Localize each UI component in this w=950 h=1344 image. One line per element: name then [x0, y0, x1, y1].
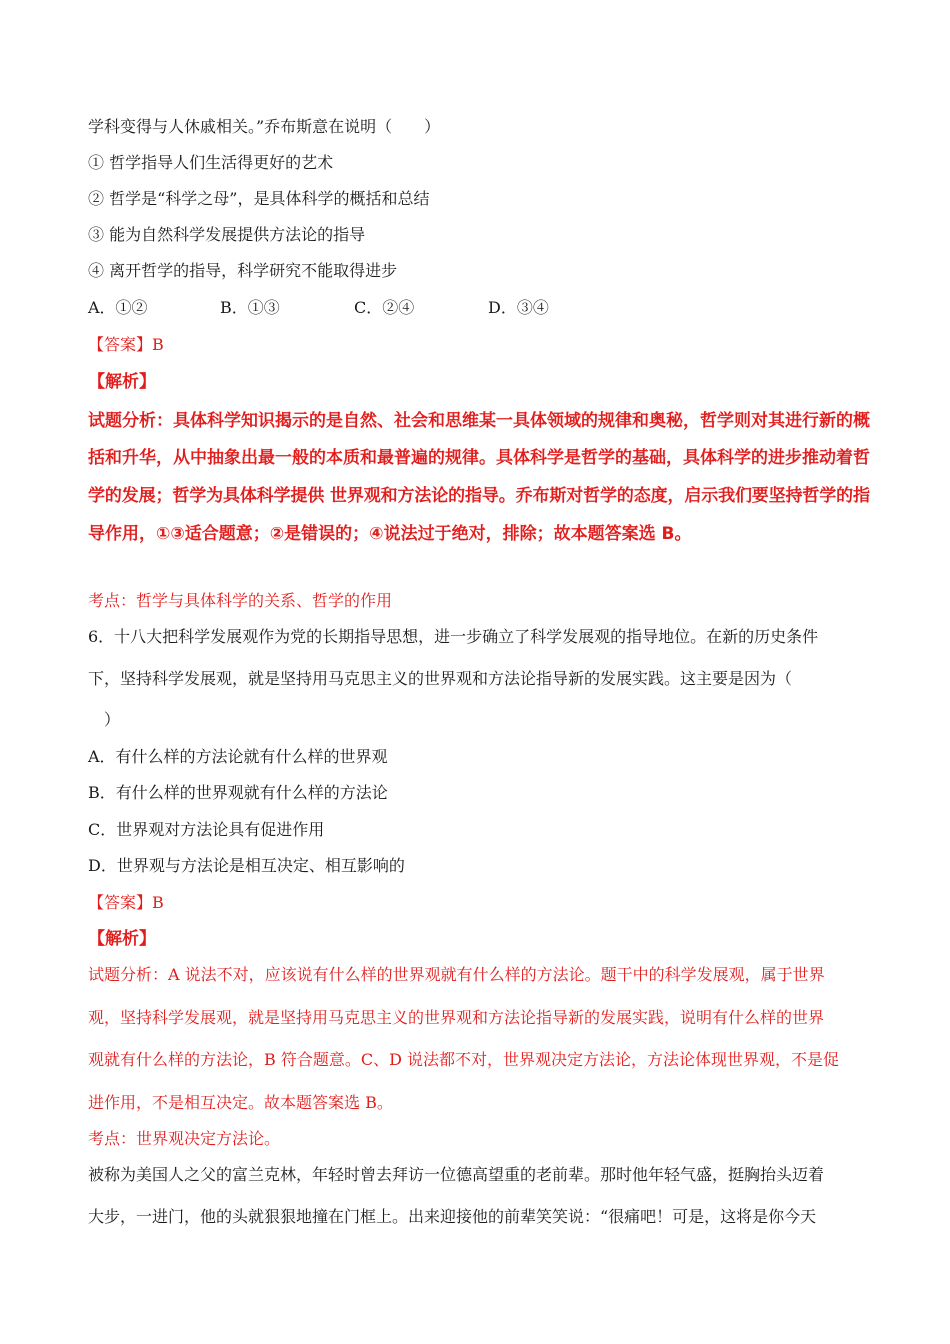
q5-option-c: C．②④ — [354, 298, 415, 317]
q6-option-d: D．世界观与方法论是相互决定、相互影响的 — [88, 856, 405, 875]
q5-option-d: D．③④ — [488, 298, 549, 317]
q5-analysis-line-1: 试题分析：具体科学知识揭示的是自然、社会和思维某一具体领域的规律和奥秘，哲学则对其进行新的概 — [88, 411, 870, 431]
q6-analysis-line-4: 进作用，不是相互决定。故本题答案选 B。 — [88, 1093, 393, 1112]
q5-analysis-label: 【解析】 — [88, 372, 156, 392]
q6-stem-line-1: 6．十八大把科学发展观作为党的长期指导思想，进一步确立了科学发展观的指导地位。在新的历史条件 — [88, 627, 819, 646]
q5-option-b: B．①③ — [220, 298, 280, 317]
q5-statement-1: ① 哲学指导人们生活得更好的艺术 — [88, 153, 334, 172]
q5-statement-2: ② 哲学是“科学之母”，是具体科学的概括和总结 — [88, 189, 430, 208]
q5-option-a: A．①② — [88, 298, 148, 317]
q5-statement-3: ③ 能为自然科学发展提供方法论的指导 — [88, 225, 366, 244]
q6-analysis-line-1: 试题分析：A 说法不对，应该说有什么样的世界观就有什么样的方法论。题干中的科学发展观，属于世界 — [88, 965, 825, 984]
q6-analysis-line-3: 观就有什么样的方法论，B 符合题意。C、D 说法都不对，世界观决定方法论，方法论体现世界观，不是促 — [88, 1050, 840, 1069]
q6-analysis-line-2: 观，坚持科学发展观，就是坚持用马克思主义的世界观和方法论指导新的发展实践，说明有什么样的世界 — [88, 1008, 825, 1027]
q6-stem-line-2: 下，坚持科学发展观，就是坚持用马克思主义的世界观和方法论指导新的发展实践。这主要是因为（ — [88, 669, 793, 688]
q5-analysis-line-2: 括和升华，从中抽象出最一般的本质和最普遍的规律。具体科学是哲学的基础，具体科学的进步推动着哲 — [88, 448, 870, 468]
q6-option-b: B．有什么样的世界观就有什么样的方法论 — [88, 783, 388, 802]
q6-analysis-label: 【解析】 — [88, 929, 156, 949]
q5-kaodian: 考点：哲学与具体科学的关系、哲学的作用 — [88, 591, 393, 610]
passage-line-1: 被称为美国人之父的富兰克林，年轻时曾去拜访一位德高望重的老前辈。那时他年轻气盛，挺胸抬头迈着 — [88, 1165, 825, 1184]
q5-analysis-line-4: 导作用，①③适合题意；②是错误的；④说法过于绝对，排除；故本题答案选 B。 — [88, 524, 692, 544]
q6-stem-line-3: ） — [88, 710, 121, 729]
q6-option-a: A．有什么样的方法论就有什么样的世界观 — [88, 747, 388, 766]
q6-option-c: C．世界观对方法论具有促进作用 — [88, 820, 325, 839]
q6-kaodian: 考点：世界观决定方法论。 — [88, 1129, 281, 1148]
passage-line-2: 大步，一进门，他的头就狠狠地撞在门框上。出来迎接他的前辈笑笑说：“很痛吧！可是，这将是你今天 — [88, 1207, 817, 1226]
q5-stem-tail: 学科变得与人休戚相关。”乔布斯意在说明（ ） — [88, 117, 441, 136]
q5-statement-4: ④ 离开哲学的指导，科学研究不能取得进步 — [88, 261, 398, 280]
q5-answer: 【答案】B — [88, 335, 164, 354]
q6-answer: 【答案】B — [88, 893, 164, 912]
q5-analysis-line-3: 学的发展；哲学为具体科学提供 世界观和方法论的指导。乔布斯对哲学的态度，启示我们要坚持哲学的指 — [88, 486, 870, 506]
